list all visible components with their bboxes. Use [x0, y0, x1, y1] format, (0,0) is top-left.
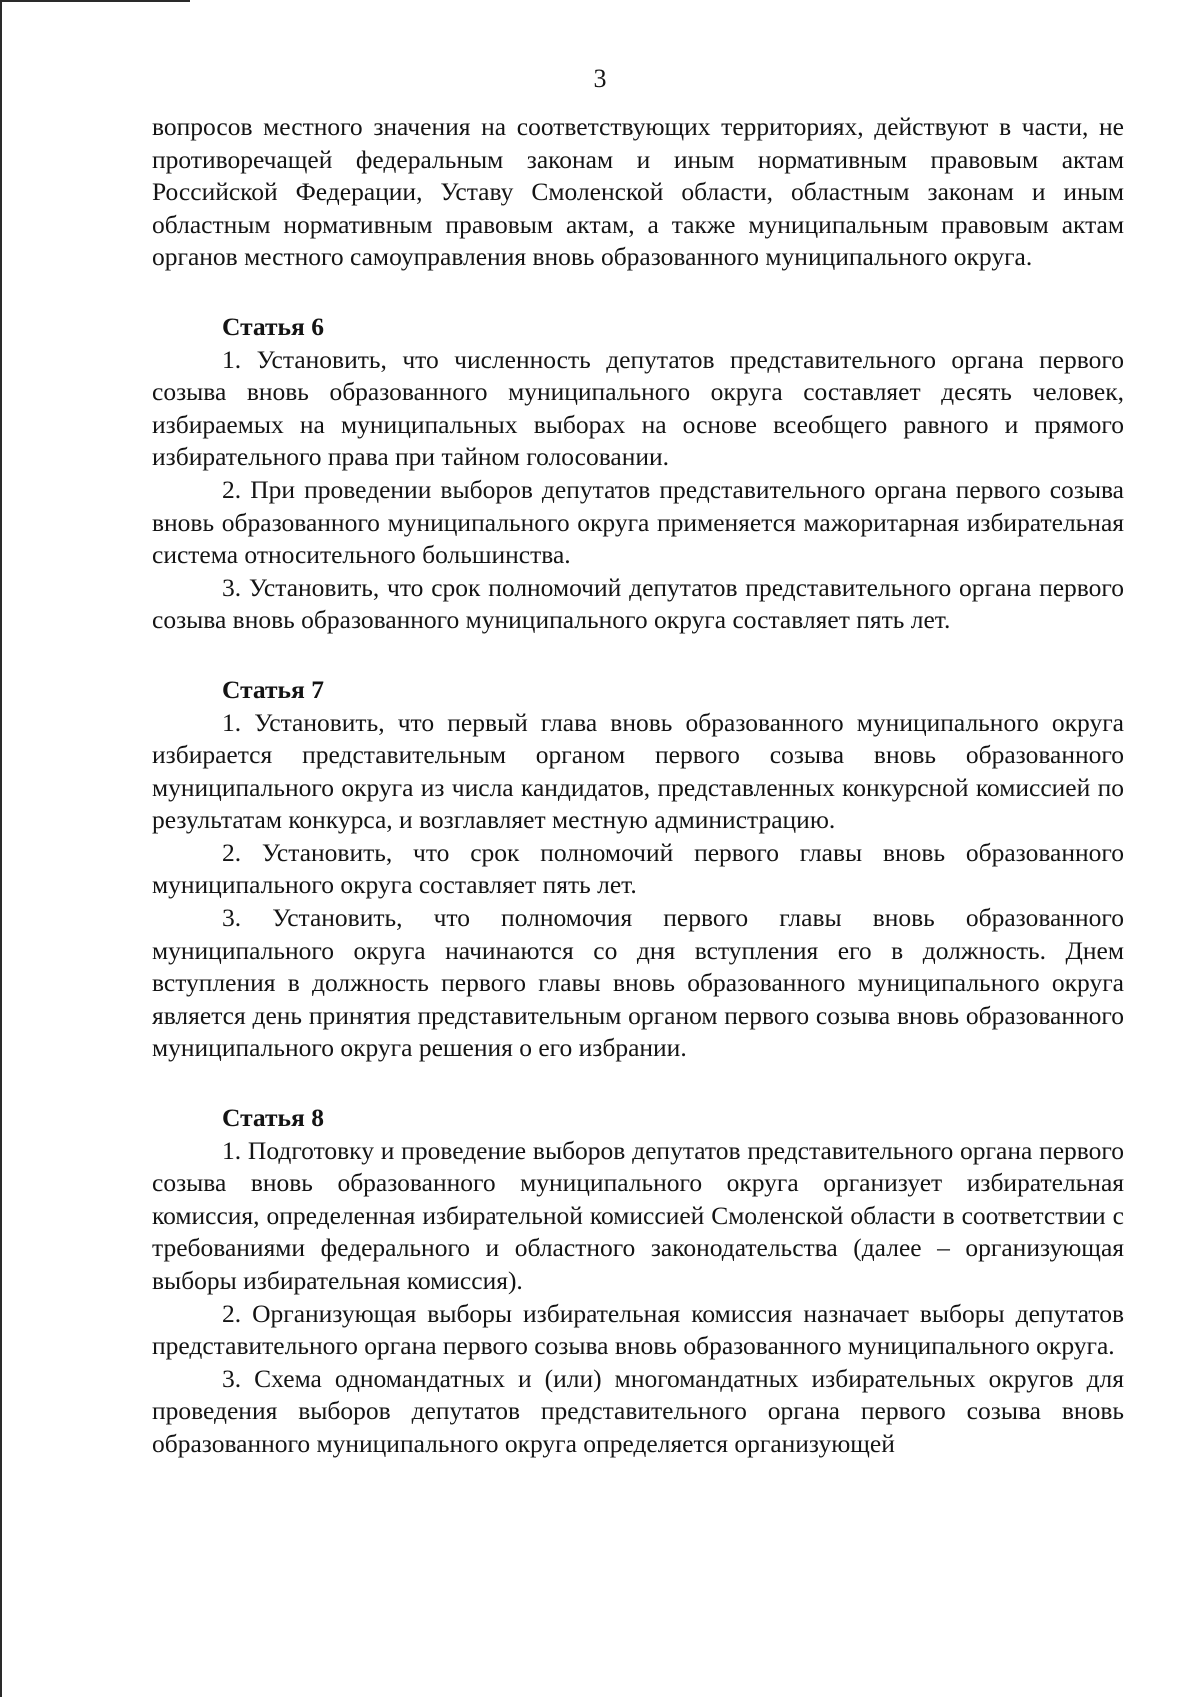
article-8-clause-1: 1. Подготовку и проведение выборов депутатов представительного органа первого созыва вновь образованного муниципального округа организует избирательная комиссия, определенная избирательной комиссией Смоленской области в соответствии с требованиями федерального и областного законодательства (далее – организующая выборы избирательная комиссия). — [152, 1135, 1124, 1295]
article-8-clause-2: 2. Организующая выборы избирательная комиссия назначает выборы депутатов представительного органа первого созыва вновь образованного муниципального округа. — [152, 1298, 1124, 1361]
document-body — [152, 111, 1124, 1461]
article-7-heading: Статья 7 — [222, 674, 324, 704]
page-number: 3 — [593, 64, 607, 93]
article-7-clause-2: 2. Установить, что срок полномочий первого главы вновь образованного муниципального округа составляет пять лет. — [152, 837, 1124, 900]
scan-edge-left — [0, 0, 2, 1697]
article-8-clause-3: 3. Схема одномандатных и (или) многомандатных избирательных округов для проведения выборов депутатов представительного органа первого созыва вновь образованного муниципального округа определяется организующей — [152, 1363, 1124, 1458]
intro-paragraph: вопросов местного значения на соответствующих территориях, действуют в части, не противоречащей федеральным законам и иным нормативным правовым актам Российской Федерации, Уставу Смоленской области, областным законам и иным областным нормативным правовым актам, а также муниципальным правовым актам органов местного самоуправления вновь образованного муниципального округа. — [152, 112, 1124, 272]
article-6-clause-3: 3. Установить, что срок полномочий депутатов представительного органа первого созыва вновь образованного муниципального округа составляет пять лет. — [152, 572, 1124, 635]
article-8 — [152, 1102, 1124, 1461]
article-6-clause-2: 2. При проведении выборов депутатов представительного органа первого созыва вновь образованного муниципального округа применяется мажоритарная избирательная система относительного большинства. — [152, 474, 1124, 570]
article-7-clause-1: 1. Установить, что первый глава вновь образованного муниципального округа избирается представительным органом первого созыва вновь образованного муниципального округа из числа кандидатов, представленных конкурсной комиссией по результатам конкурса, и возглавляет местную администрацию. — [152, 707, 1124, 835]
article-8-heading: Статья 8 — [222, 1103, 324, 1133]
article-7 — [152, 674, 1124, 1065]
article-6 — [152, 311, 1124, 637]
scan-edge-top — [0, 0, 190, 2]
article-6-clause-1: 1. Установить, что численность депутатов представительного органа первого созыва вновь образованного муниципального округа составляет десять человек, избираемых на муниципальных выборах на основе всеобщего равного и прямого избирательного права при тайном голосовании. — [152, 344, 1124, 472]
article-6-heading: Статья 6 — [222, 311, 324, 341]
article-7-clause-3: 3. Установить, что полномочия первого главы вновь образованного муниципального округа начинаются со дня вступления его в должность. Днем вступления в должность первого главы вновь образованного муниципального округа является день принятия представительным органом первого созыва вновь образованного муниципального округа решения о его избрании. — [152, 903, 1124, 1063]
